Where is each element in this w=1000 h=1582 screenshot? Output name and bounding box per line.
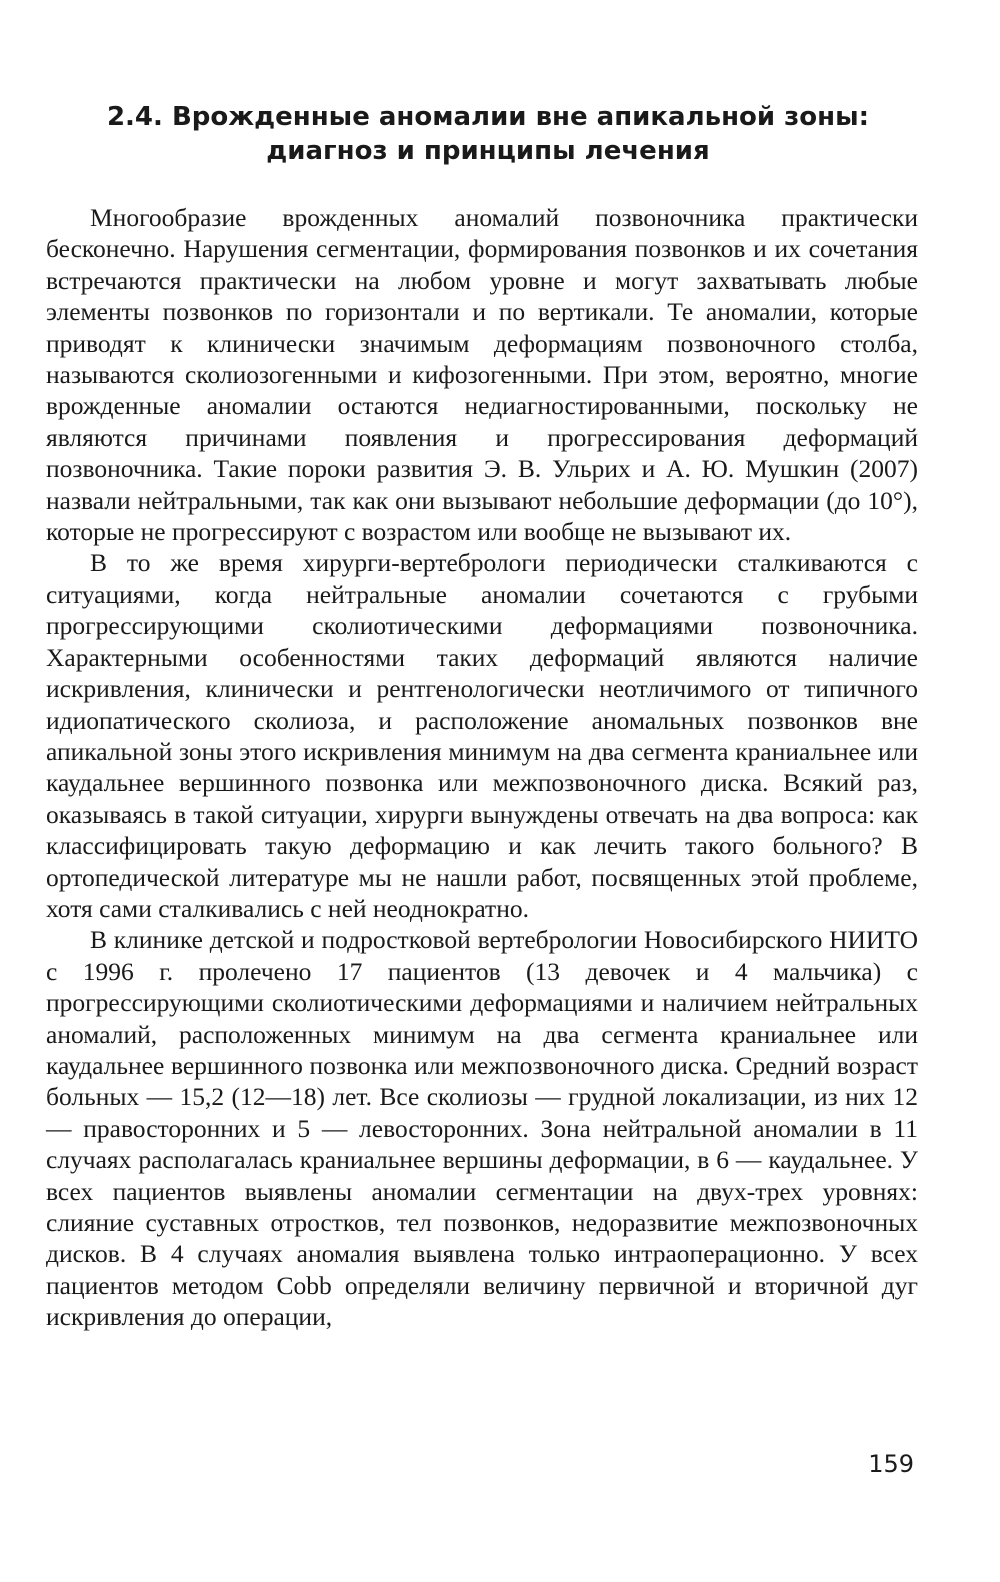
paragraph-3: В клинике детской и подростковой вертебрологии Новосибирского НИИТО с 1996 г. пролечено 17 пациентов (13 девочек и 4 мальчика) с прогрессирующими сколиотическими деформациями и наличием нейтральных аномалий, расположенных минимум на два сегмента краниальнее или каудальнее вершинного позвонка или межпозвоночного диска. Средний возраст больных — 15,2 (12—18) лет. Все сколиозы — грудной локализации, из них 12 — правосторонних и 5 — левосторонних. Зона нейтральной аномалии в 11 случаях располагалась краниальнее вершины деформации, в 6 — каудальнее. У всех пациентов выявлены аномалии сегментации на двух-трех уровнях: слияние суставных отростков, тел позвонков, недоразвитие межпозвоночных дисков. В 4 случаях аномалия выявлена только интраоперационно. У всех пациентов методом Cobb определяли величину первичной и вторичной дуг искривления до операции, xyxy=(46,925,918,1332)
body-text xyxy=(46,202,918,1333)
paragraph-1: Многообразие врожденных аномалий позвоночника практически бесконечно. Нарушения сегментации, формирования позвонков и их сочетания встречаются практически на любом уровне и могут захватывать любые элементы позвонков по горизонтали и по вертикали. Те аномалии, которые приводят к клинически значимым деформациям позвоночного столба, называются сколиозогенными и кифозогенными. При этом, вероятно, многие врожденные аномалии остаются недиагностированными, поскольку не являются причинами появления и прогрессирования деформаций позвоночника. Такие пороки развития Э. В. Ульрих и А. Ю. Мушкин (2007) назвали нейтральными, так как они вызывают небольшие деформации (до 10°), которые не прогрессируют с возрастом или вообще не вызывают их. xyxy=(46,203,918,547)
paragraph-2: В то же время хирурги-вертебрологи периодически сталкиваются с ситуациями, когда нейтральные аномалии сочетаются с грубыми прогрессирующими сколиотическими деформациями позвоночника. Характерными особенностями таких деформаций являются наличие искривления, клинически и рентгенологически неотличимого от типичного идиопатического сколиоза, и расположение аномальных позвонков вне апикальной зоны этого искривления минимум на два сегмента краниальнее или каудальнее вершинного позвонка или межпозвоночного диска. Всякий раз, оказываясь в такой ситуации, хирурги вынуждены отвечать на два вопроса: как классифицировать такую деформацию и как лечить такого больного? В ортопедической литературе мы не нашли работ, посвященных этой проблеме, хотя сами сталкивались с ней неоднократно. xyxy=(46,548,918,923)
page-number: 159 xyxy=(868,1450,914,1478)
section-title-line-2: диагноз и принципы лечения xyxy=(266,136,710,166)
section-title-line-1: 2.4. Врожденные аномалии вне апикальной зоны: xyxy=(106,102,870,132)
section-title xyxy=(46,100,918,168)
